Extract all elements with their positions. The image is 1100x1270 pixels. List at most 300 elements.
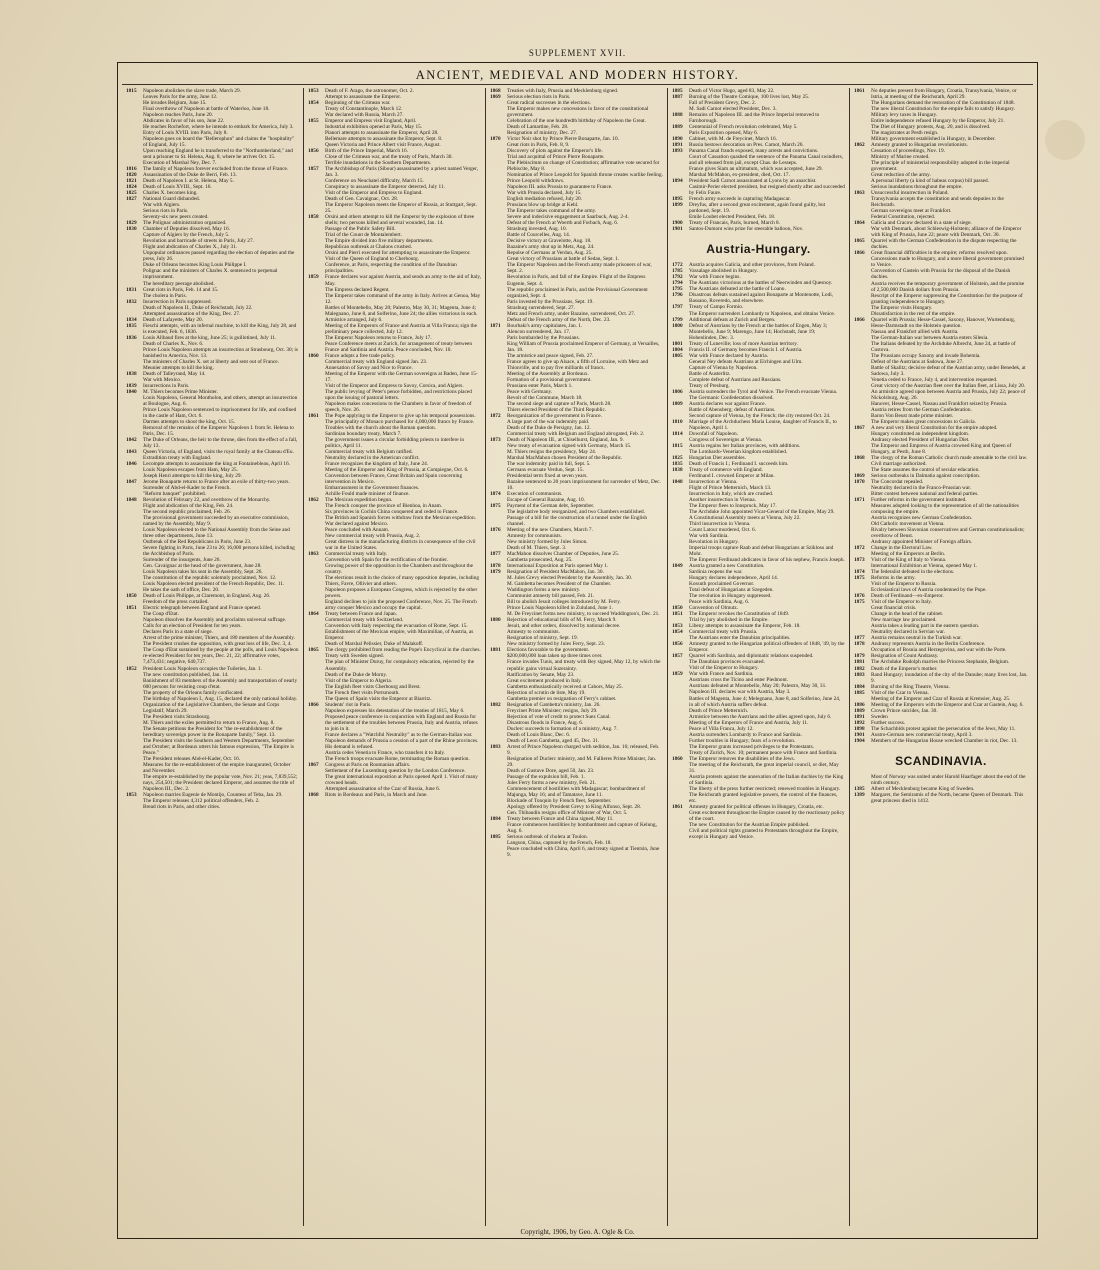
entry-year: [672, 184, 689, 196]
history-entry: [126, 545, 299, 557]
entry-year: 1861: [308, 412, 319, 419]
entry-text: The meeting of the Reichsrath, the great imperial council, or diet, May 31.: [689, 761, 839, 774]
history-entry: [490, 341, 663, 353]
entry-text: The Schachblds protest against the persecution of the Jews, May 11.: [871, 725, 1016, 732]
entry-text: Visit of the King of Italy to Vienna.: [871, 557, 947, 564]
entry-text: Cessation of proceedings, Nov. 19.: [871, 148, 945, 155]
entry-year: 1851: [126, 605, 137, 612]
entry-text: Louis Napoleon elected to the National Assembly from the Seine and three other departments, June 13.: [143, 527, 290, 540]
entry-text: Flight and abdication of the King, Feb. 24.: [143, 503, 234, 510]
entry-text: Death of Louis Blanc, Dec. 6.: [507, 731, 571, 738]
entry-year: 1854: [672, 629, 683, 636]
entry-text: Great victory of the Austrian fleet over the Italian fleet, at Lissa, July 20.: [871, 382, 1026, 389]
entry-text: M. Thiers becomes Prime Minister.: [143, 388, 218, 395]
entry-text: Further reforms in the government instituted.: [871, 497, 967, 504]
entry-text: Resignation of Gambetta's ministry, Jan. 26.: [507, 701, 601, 708]
history-entry: [672, 419, 845, 431]
entry-text: Austria acquires Galicia, and other provinces, from Poland.: [689, 262, 815, 269]
entry-text: Napoleon goes on board the "Bellerophon" and claims the "hospitality" of England, July 15.: [143, 136, 295, 149]
entry-text: Burning of the Ring Theatre, Vienna.: [871, 683, 950, 690]
entry-text: He reaches Rochefort, where he intends to embark for America, July 3.: [143, 124, 294, 131]
entry-year: [854, 226, 871, 238]
entry-year: 1880: [490, 617, 501, 624]
history-entry: [854, 792, 1028, 804]
entry-text: Embarrassment in the Government finances.: [325, 485, 420, 492]
entry-text: The liberty of the press further restricted; renewed troubles in Hungary.: [689, 785, 841, 792]
entry-text: The birthday of Napoleon I., Aug. 15, declared the only national holiday.: [143, 695, 298, 702]
entry-text: The Emperor makes new concessions in favor of the constitutional government.: [507, 106, 649, 119]
entry-text: Passage of the Public Safety Bill.: [325, 226, 396, 233]
history-entry: [490, 160, 663, 172]
column-3: [486, 88, 668, 1226]
entry-text: Abdicates in favor of his son, June 22.: [143, 118, 225, 125]
entry-text: Apology offered by President Grevy to King Alfonso, Sept. 28.: [507, 803, 642, 810]
entry-year: 1857: [672, 653, 683, 660]
entry-text: French army succeeds in capturing Madagascar.: [689, 196, 791, 203]
entry-text: Meeting of the Emperors of France and Austria at Villa Franca; sign the preliminary peace collected, July 12.: [325, 322, 477, 335]
entry-year: [308, 563, 325, 575]
entry-text: Revolution in Hungary.: [689, 539, 739, 546]
history-entry: [490, 744, 663, 756]
entry-text: The family of Napoleon forever excluded from the throne of France.: [143, 166, 289, 173]
entry-year: [672, 792, 689, 804]
entry-text: Austria regains her Italian provinces, with additions.: [689, 442, 801, 449]
entry-year: 1866: [854, 316, 865, 323]
entry-text: War with Prussia declared, July 15.: [507, 190, 582, 197]
entry-text: General Ney defeats Austrians at Elchingen and Ulm.: [689, 358, 803, 365]
entry-text: Upon reaching England he is transferred to the "Northumberland," and sent a prisoner to St. Helena, Aug. 8, where he arrives Oct. 15.: [143, 148, 293, 161]
entry-text: Defeat of Austrians by the French at the battles of Engen, May 3; Montebello, June 9; Marengo, June 14; Hochstadt, June 19; Hohenlinden, Dec. 3.: [689, 322, 828, 341]
entry-year: 1901: [672, 226, 683, 233]
entry-year: [126, 647, 143, 665]
entry-text: The Emperor revokes the Constitution of 1849.: [689, 611, 790, 618]
entry-text: Reforms in the army.: [871, 575, 916, 582]
entry-text: Metz and French army, under Bazaine, surrendered, Oct. 27.: [507, 310, 636, 317]
entry-text: Napoleon expresses his detestation of the treaties of 1815, May 6.: [325, 707, 465, 714]
entry-text: Commercial treaty with Italy.: [325, 551, 388, 558]
entry-text: The French conquer the province of Bienhoa, in Anam.: [325, 503, 443, 510]
entry-text: Serious outbreaks in Dalmatia against conscription.: [871, 473, 981, 479]
entry-text: Settlement of the Luxemburg question by the London Conference.: [325, 767, 466, 774]
entry-text: France invades Tunis, and treaty with Bey signed, May 12, by which the republic gains virtual Suzerainty.: [507, 659, 661, 672]
entry-year: 1871: [490, 322, 501, 329]
entry-text: Louis Napoleon takes his seat in the Assembly, Sept. 26.: [143, 569, 263, 576]
entry-text: Austria surrenders Lombardy to France and Sardinia.: [689, 731, 802, 738]
entry-year: 1877: [854, 635, 865, 642]
entry-text: Austria declares war against France.: [689, 400, 766, 407]
entry-text: Revolution of February 22, and overthrow of the Monarchy.: [143, 497, 271, 504]
entry-text: The new liberal Constitution for the empire fails to satisfy Hungary.: [871, 106, 1015, 113]
history-entry: [672, 184, 845, 196]
entry-text: Repulse of Germans at Verdun, Aug. 25.: [507, 250, 593, 257]
entry-text: Chamber of Deputies dissolved, May 16.: [143, 226, 230, 233]
entry-text: The Coup d'Etat sustained by the people at the polls, and Louis Napoleon re-elected President for ten years, Dec. 21, 22; affirmative votes, 7,473,431; negative, 640,737.: [143, 647, 299, 666]
entry-text: Treaty of Presburg.: [689, 382, 730, 389]
entry-text: Unsuccessful insurrection in Poland.: [871, 190, 949, 197]
entry-text: Peace with Germany.: [507, 388, 553, 395]
paper-stain: [1045, 120, 1085, 160]
entry-year: 1875: [854, 575, 865, 582]
entry-text: Passage of a bill for the construction of a tunnel under the English channel.: [507, 515, 648, 528]
entry-text: An armistice agreed upon between Austria and Prussia, July 22; peace of Nickolsburg, Aug. 26.: [871, 388, 1026, 401]
entry-text: Defeat of the French army of the North, Dec. 23.: [507, 316, 611, 323]
entry-text: Resignation of Count Andrassy.: [871, 653, 939, 660]
history-entry: [126, 323, 299, 335]
history-entry: [672, 226, 845, 232]
entry-year: 1855: [308, 118, 319, 125]
entry-text: Surrender of Abd-el-Kader to the French.: [143, 485, 231, 492]
entry-text: The new constitution published, Jan. 14.: [143, 671, 229, 678]
entry-text: Meeting of the Emperors of France and Austria, July 11.: [689, 719, 809, 726]
entry-year: 1885: [854, 689, 865, 696]
entry-text: Terrible inundations in the Southern Departments.: [325, 160, 432, 167]
entry-year: 1884: [854, 683, 865, 690]
entry-text: Great reduction of the army.: [871, 172, 931, 179]
entry-text: Commencement of hostilities with Madagascar; bombardment of Majunga, May 16; and of Tamatave, June 11.: [507, 785, 645, 798]
entry-text: Prince Louis Napoleon sentenced to imprisonment for life, and confined in the castle of Ham, Oct. 6.: [143, 406, 297, 419]
entry-text: The German-Italian war between Austria enters Silesia.: [871, 334, 989, 341]
entry-text: Bellemare attempts to assassinate the Emperor, Sept. 8.: [325, 136, 443, 143]
entry-text: Entry of Louis XVIII. into Paris, July 8.: [143, 130, 228, 137]
entry-text: Nassau and Frankfort allied with Austria.: [871, 328, 959, 335]
entry-text: Conference on Neuchatel difficulty, March 15.: [325, 178, 424, 185]
entry-year: [308, 714, 325, 732]
entry-text: Members of the Hungarian House wrecked Chamber in riot, Dec. 13.: [871, 737, 1018, 744]
entry-year: 1875: [490, 503, 501, 510]
entry-text: The Emperor and Empress of Austria crowned King and Queen of Hungary, at Pesth, June 8.: [871, 442, 1012, 455]
entry-text: President Louis Napoleon occupies the Tuileries, Jan. 1.: [143, 665, 262, 672]
entry-text: Austria granted a new Constitution.: [689, 563, 765, 570]
entry-text: Paris invested by the Prussians, Sept. 19.: [507, 298, 594, 305]
entry-year: 1853: [308, 88, 319, 94]
entry-year: 1889: [672, 124, 683, 131]
history-entry: [490, 786, 663, 798]
entry-year: 1815: [672, 442, 683, 449]
entry-year: 1772: [672, 262, 683, 269]
entry-text: Revolution in Paris, and fall of the Empire. Flight of the Empress Eugenie, Sept. 4.: [507, 274, 646, 287]
history-entry: [854, 341, 1028, 353]
entry-year: [490, 359, 507, 371]
entry-year: 1797: [672, 304, 683, 311]
entry-year: 1838: [672, 466, 683, 473]
history-entry: [308, 262, 481, 274]
entry-year: [126, 527, 143, 539]
entry-year: [854, 365, 871, 377]
entry-text: The Austrians victorious at the battles of Neerwinden and Quesnoy.: [689, 280, 833, 287]
entry-text: Civil marriage authorized.: [871, 460, 927, 467]
history-entry: [126, 395, 299, 407]
history-entry: [308, 539, 481, 551]
entry-text: Great radical successes in the elections.: [507, 100, 591, 107]
entry-text: New ministry formed by Jules Simon.: [507, 539, 588, 546]
entry-year: 1861: [854, 88, 865, 94]
entry-year: 1860: [308, 352, 319, 359]
entry-text: Darmes attempts to shoot the king, Oct. 15.: [143, 418, 236, 425]
entry-text: His demand is refused.: [325, 743, 374, 750]
entry-text: M. De Freycinet forms new ministry, to succeed Waddington's, Dec. 21.: [507, 611, 660, 618]
entry-text: Victor Noir shot by Prince Pierre Bonaparte, Jan. 10.: [507, 136, 619, 143]
entry-text: Death of Napoleon I. at St. Helena, May 5.: [143, 178, 234, 185]
history-entry: [308, 341, 481, 353]
entry-text: Most of Norway was united under Harold Haarfager about the end of the ninth century.: [871, 773, 1026, 786]
entry-text: Resignation of President MacMahon, Jan. 30.: [507, 569, 604, 576]
entry-text: Prussians enter Paris, March 1.: [507, 382, 573, 389]
entry-year: [854, 268, 871, 280]
history-entry: [126, 268, 299, 280]
page-title: ANCIENT, MEDIEVAL AND MODERN HISTORY.: [415, 68, 740, 82]
entry-text: Strasburg surrendered, Sept. 27.: [507, 304, 575, 311]
entry-text: Napoleon III. declares war with Austria, May 3.: [689, 689, 791, 696]
entry-text: Reorganization of the government in France.: [507, 412, 602, 419]
entry-text: Calls for an election of President for ten years.: [143, 623, 242, 630]
entry-year: 1827: [126, 196, 137, 203]
entry-text: Presidential term fixed at seven years.: [507, 473, 588, 479]
history-entry: [854, 268, 1028, 280]
entry-year: 1878: [490, 563, 501, 570]
entry-year: 1816: [126, 166, 137, 173]
entry-year: 1867: [854, 424, 865, 431]
entry-text: Neutrality declared in Servian war.: [871, 629, 945, 636]
entry-text: The great international exposition at Paris opened April 1. Visit of many crowned heads.: [325, 773, 478, 786]
entry-text: Bitter contest between national and federal parties.: [871, 491, 979, 498]
entry-text: Austria cedes Venetia to France, who transfers it to Italy.: [325, 749, 446, 756]
entry-text: Great financial difficulties in the empire; reforms resolved upon.: [871, 250, 1008, 257]
history-entry: [854, 503, 1028, 515]
entry-year: 1835: [672, 460, 683, 467]
entry-text: Cabinet, with M. de Freycinet, March 16.: [689, 136, 777, 143]
entry-text: Death of Talleyrand, May 14.: [143, 370, 206, 377]
entry-text: Austria recognizes new German Confederation.: [871, 515, 973, 522]
entry-text: Treaty with Sweden signed.: [325, 653, 384, 660]
entry-text: Death of Louis XVIII., Sept. 16.: [143, 184, 212, 191]
entry-text: France gives Siam an ultimatum, which was accepted, June 29.: [689, 166, 823, 173]
entry-text: National Guard disbanded.: [143, 196, 200, 203]
entry-year: [126, 804, 143, 810]
entry-text: Neutrality declared in the Franco-Prussian war.: [871, 485, 972, 492]
entry-text: International Exhibition at Vienna, opened May 1.: [871, 563, 978, 570]
entry-text: Execution of communists.: [507, 491, 563, 498]
entry-text: Elections favorable to the government.: [507, 647, 590, 654]
entry-text: Amnesty to communists.: [507, 629, 560, 636]
history-entry: [126, 702, 299, 714]
entry-text: "Reform banquet" prohibited.: [143, 491, 207, 498]
entry-text: A new and very liberal Constitution for the empire adopted.: [871, 424, 998, 431]
entry-text: Resignation of ministry, Sept. 19.: [507, 635, 579, 642]
entry-text: Commercial treaty with Prussia.: [689, 629, 758, 636]
entry-text: Great riots in Paris, Feb. 14 and 15.: [143, 286, 219, 293]
entry-year: [672, 762, 689, 774]
entry-year: 1885: [490, 833, 501, 840]
entry-year: 1834: [126, 316, 137, 323]
entry-year: 1809: [672, 400, 683, 407]
entry-text: Burning of the Theatre Comique, 100 lives lost, May 25.: [689, 94, 810, 101]
entry-year: [854, 774, 871, 786]
entry-year: 1874: [854, 569, 865, 576]
entry-text: Blockade of Tonquin by French fleet, September.: [507, 797, 612, 804]
entry-year: 1856: [672, 641, 683, 648]
entry-text: Proposed peace conference in conjunction with England and Russia for the settlement of the troubles between Prussia, Italy and Austria, refuses to join in it.: [325, 713, 478, 732]
entry-year: 1854: [308, 100, 319, 107]
entry-year: 1877: [490, 551, 501, 558]
entry-text: Napoleon makes concessions to the Chambers in favor of freedom of speech, Nov. 26.: [325, 400, 472, 413]
entry-text: M. Jules Grevy elected President by the Assembly, Jan. 30.: [507, 575, 633, 582]
entry-year: [854, 443, 871, 455]
entry-year: 1894: [672, 178, 683, 185]
entry-year: [490, 274, 507, 286]
entry-year: 1830: [126, 226, 137, 233]
entry-year: 1900: [672, 220, 683, 227]
entry-text: Louis Alibaud fires at the king, June 25; is guillotined, July 11.: [143, 334, 277, 341]
entry-text: The plan of Minister Duruy, for compulsory education, rejected by the Assembly.: [325, 659, 475, 672]
entry-text: Vassalage abolished in Hungary.: [689, 268, 758, 275]
entry-year: 1901: [854, 731, 865, 738]
entry-year: [308, 539, 325, 551]
history-entry: [854, 196, 1028, 208]
entry-text: Great financial crisis.: [871, 605, 917, 612]
history-entry: [308, 305, 481, 317]
entry-year: 1864: [308, 611, 319, 618]
entry-text: Prussians blow up bridge at Kehl.: [507, 202, 579, 209]
entry-year: 1840: [126, 388, 137, 395]
history-entry: [308, 274, 481, 286]
entry-text: Meeting of the new Chambers, March 7.: [507, 527, 593, 534]
entry-year: 1785: [672, 268, 683, 275]
entry-year: 1866: [308, 701, 319, 708]
entry-year: 1838: [126, 370, 137, 377]
entry-text: Gen. Thibaudin resigns office of Minister of War, Oct. 5.: [507, 809, 628, 816]
entry-text: Austria protests against the annexation of the Italian duchies by the King of Sardinia.: [689, 773, 844, 786]
entry-text: Seventy-six new peers created.: [143, 214, 209, 221]
entry-text: Troubles with the church about the Roman question.: [325, 424, 437, 431]
entry-text: Margaret, the Semiramis of the North, became Queen of Denmark. This great princess died in 1412.: [871, 791, 1024, 804]
entry-text: Students' riot in Paris.: [325, 701, 372, 708]
history-entry: [672, 762, 845, 774]
entry-text: Bazaine's army shut up in Metz, Aug. 24.: [507, 244, 595, 251]
entry-year: [308, 293, 325, 305]
entry-text: Treaty of commerce with England.: [689, 466, 763, 473]
history-entry: [854, 293, 1028, 305]
entry-text: Austria retires from the German Confederation.: [871, 406, 972, 413]
entry-year: [490, 106, 507, 118]
entry-text: Meeting of the Emperors with the Emperor and Czar at Gastein, Aug. 6.: [871, 701, 1024, 708]
entry-text: Napoleon III. asks Prussia to guarantee to France.: [507, 184, 613, 191]
history-entry: [308, 401, 481, 413]
entry-text: The State assumes the control of secular education.: [871, 466, 980, 473]
entry-text: Electric telegraph between England and France opened.: [143, 605, 262, 612]
entry-text: Peace concluded with Annam.: [325, 527, 390, 534]
history-entry: [490, 515, 663, 527]
entry-text: Death of M. Thiers, Sept. 3.: [507, 545, 567, 552]
entry-text: Death of Marshal Pelissier, Duke of Malakoff.: [325, 641, 424, 648]
entry-year: [672, 774, 689, 786]
entry-text: English mediation refused, July 20.: [507, 196, 583, 203]
entry-year: 1881: [854, 659, 865, 666]
entry-text: Centennial of French revolution celebrated, May 5.: [689, 124, 798, 131]
entry-text: The Archduke Rudolph marries the Princess Stephanie, Belgium.: [871, 659, 1010, 666]
entry-year: 1839: [126, 382, 137, 389]
entry-text: Gambetta prosecuted, Aug. 25.: [507, 557, 573, 564]
history-entry: [672, 641, 845, 653]
entry-text: Close of the Crimean war, and the treaty of Paris, March 30.: [325, 154, 453, 161]
history-entry: [308, 629, 481, 641]
entry-text: Amnesty granted to Hungarian revolutionists.: [871, 142, 968, 149]
entry-year: 1846: [126, 460, 137, 467]
entry-text: Amnesty granted to the Hungarian political offenders of 1848, '49, by the Emperor.: [689, 641, 845, 654]
entry-text: Dissatisfaction in the rest of the empire.: [871, 310, 956, 317]
entry-text: New treaty of evacuation signed with Germany, March 15.: [507, 442, 632, 449]
entry-text: Libeny attempts to assassinate the Emperor, Feb. 18.: [689, 623, 801, 630]
history-entry: [308, 293, 481, 305]
entry-year: 1825: [672, 454, 683, 461]
entry-year: 1891: [672, 142, 683, 149]
history-entry: [490, 822, 663, 834]
entry-text: Treaty of Campo Formio.: [689, 304, 744, 311]
entry-text: The Emperor removes the disabilities of the Jews.: [689, 755, 795, 762]
entry-text: The principle of ministerial responsibility adopted in the imperial government.: [871, 160, 1010, 173]
entry-text: The Queen of Spain visits the Emperor at Biarritz.: [325, 695, 432, 702]
entry-year: 1890: [672, 136, 683, 143]
entry-year: 1836: [126, 334, 137, 341]
entry-year: 1820: [126, 172, 137, 179]
entry-year: 1847: [126, 479, 137, 486]
entry-year: 1879: [490, 569, 501, 576]
entry-text: Death of Victor Hugo, aged 83, May 22.: [689, 88, 775, 94]
entry-year: 1853: [126, 791, 137, 798]
entry-year: 1814: [672, 430, 683, 437]
entry-text: Great riots in Paris, Feb. 8, 9.: [507, 142, 570, 149]
entry-text: King William of Prussia proclaimed Emperor of Germany, at Versailles, Jan. 18.: [507, 340, 660, 353]
entry-text: Rivalry between Slavonian conservatives and German constitutionalists; overthrow of Beust.: [871, 527, 1025, 540]
entry-text: The Empress declared Regent.: [325, 286, 390, 293]
entry-text: Death of Ferdinand—ex-Emperor.: [871, 593, 944, 600]
entry-year: 1879: [854, 653, 865, 660]
entry-text: Battle of Courcelles, Aug. 14.: [507, 232, 571, 239]
entry-text: The President visits the Southern and Western Departments, September and October; at Bordeaux utters his famous expression, "The Empire is Peace.": [143, 737, 295, 756]
entry-text: Crown Prince suicides, Jan. 30.: [871, 707, 938, 714]
entry-text: Freedom of the press curtailed.: [143, 599, 209, 606]
entry-text: Gambetta enthusiastically received at Cahors, May 25.: [507, 683, 623, 690]
entry-text: Entire independence refused Hungary by the Emperor, July 21.: [871, 118, 1005, 125]
entry-text: Prince Louis Napoleon killed in Zululand, June 1.: [507, 605, 613, 612]
entry-year: [672, 696, 689, 708]
history-entry: [126, 250, 299, 262]
entry-text: The French fleet visits Portsmouth.: [325, 689, 400, 696]
entry-text: Trial of the Count de Montalembert.: [325, 232, 402, 239]
entry-text: A large part of the war indemnity paid.: [507, 418, 590, 425]
entry-year: 1870: [854, 479, 865, 486]
entry-year: 1851: [672, 611, 683, 618]
entry-text: Escape of General Bazaine, Aug. 10.: [507, 497, 585, 504]
entry-year: 1858: [308, 214, 319, 221]
entry-text: Peace with Sardinia, Aug. 6.: [689, 599, 750, 606]
entry-text: Severe and indecisive engagement at Saarbuck, Aug. 2-4.: [507, 214, 629, 221]
entry-text: Serious inundations throughout the empire.: [871, 184, 963, 191]
entry-text: Visit of the Emperor to Italy.: [871, 599, 932, 606]
entry-text: Peace concluded with China, April 6, and treaty signed at Tientsin, June 9.: [507, 845, 660, 858]
entry-year: 1815: [126, 88, 137, 94]
history-entry: [308, 563, 481, 575]
entry-text: Armistice arranged, July 6.: [325, 316, 383, 323]
entry-text: Joseph Henri attempts to kill the king, July 29.: [143, 473, 242, 479]
entry-year: 1886: [854, 701, 865, 708]
entry-text: War declared with Russia, March 27.: [325, 112, 404, 119]
entry-text: The Plebiscitum on change of Constitution; affirmative vote secured for Plebiscite, May 8.: [507, 160, 660, 173]
entry-year: [490, 287, 507, 299]
entry-text: A personal liberty (a kind of habeas corpus) bill passed.: [871, 178, 989, 185]
entry-text: Organization of the Legislative Chambers, the Senate and Corps Legislatif, March 29.: [143, 701, 280, 714]
history-entry: [672, 828, 845, 840]
entry-year: [126, 250, 143, 262]
